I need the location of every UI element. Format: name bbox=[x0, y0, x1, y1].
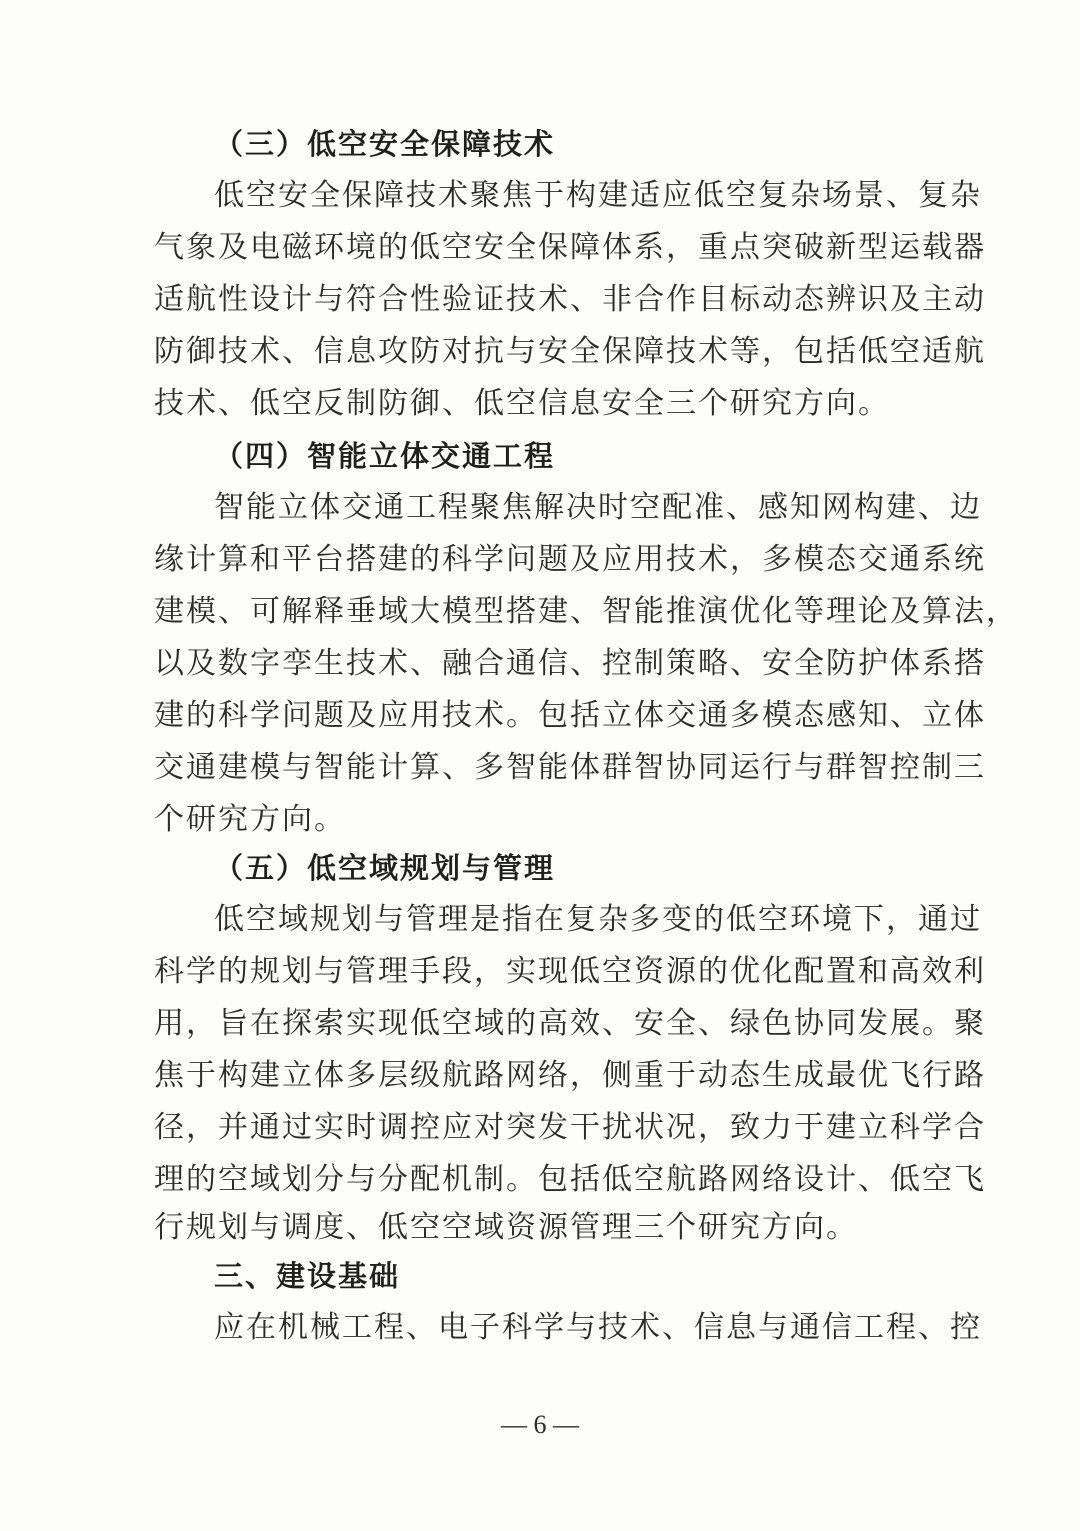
paragraph-line: 焦于构建立体多层级航路网络，侧重于动态生成最优飞行路 bbox=[154, 1058, 986, 1093]
paragraph-line: 低空域规划与管理是指在复杂多变的低空环境下，通过 bbox=[214, 902, 982, 937]
section-heading-4: （四）智能立体交通工程 bbox=[214, 439, 556, 473]
paragraph-line: 气象及电磁环境的低空安全保障体系，重点突破新型运载器 bbox=[154, 230, 986, 265]
section-heading-5: （五）低空域规划与管理 bbox=[214, 851, 556, 885]
paragraph-line: 以及数字孪生技术、融合通信、控制策略、安全防护体系搭 bbox=[154, 646, 986, 681]
paragraph-line: 智能立体交通工程聚焦解决时空配准、感知网构建、边 bbox=[214, 490, 982, 525]
paragraph-line: 应在机械工程、电子科学与技术、信息与通信工程、控 bbox=[214, 1310, 982, 1345]
section-heading-3: （三）低空安全保障技术 bbox=[214, 127, 556, 161]
chapter-heading-3: 三、建设基础 bbox=[214, 1259, 401, 1293]
paragraph-line: 径，并通过实时调控应对突发干扰状况，致力于建立科学合 bbox=[154, 1110, 986, 1145]
paragraph-line: 适航性设计与符合性验证技术、非合作目标动态辨识及主动 bbox=[154, 282, 986, 317]
paragraph-line: 建模、可解释垂域大模型搭建、智能推演优化等理论及算法， bbox=[154, 594, 1018, 629]
paragraph-line: 技术、低空反制防御、低空信息安全三个研究方向。 bbox=[154, 386, 890, 421]
page-number: — 6 — bbox=[501, 1410, 579, 1439]
paragraph-line: 科学的规划与管理手段，实现低空资源的优化配置和高效利 bbox=[154, 954, 986, 989]
paragraph-line: 交通建模与智能计算、多智能体群智协同运行与群智控制三 bbox=[154, 750, 986, 785]
paragraph-line: 个研究方向。 bbox=[154, 802, 346, 837]
paragraph-line: 理的空域划分与分配机制。包括低空航路网络设计、低空飞 bbox=[154, 1162, 986, 1197]
paragraph-line: 建的科学问题及应用技术。包括立体交通多模态感知、立体 bbox=[154, 698, 986, 733]
paragraph-line: 缘计算和平台搭建的科学问题及应用技术，多模态交通系统 bbox=[154, 542, 986, 577]
paragraph-line: 低空安全保障技术聚焦于构建适应低空复杂场景、复杂 bbox=[214, 178, 982, 213]
paragraph-line: 行规划与调度、低空空域资源管理三个研究方向。 bbox=[154, 1210, 858, 1245]
paragraph-line: 用，旨在探索实现低空域的高效、安全、绿色协同发展。聚 bbox=[154, 1006, 986, 1041]
paragraph-line: 防御技术、信息攻防对抗与安全保障技术等，包括低空适航 bbox=[154, 334, 986, 369]
